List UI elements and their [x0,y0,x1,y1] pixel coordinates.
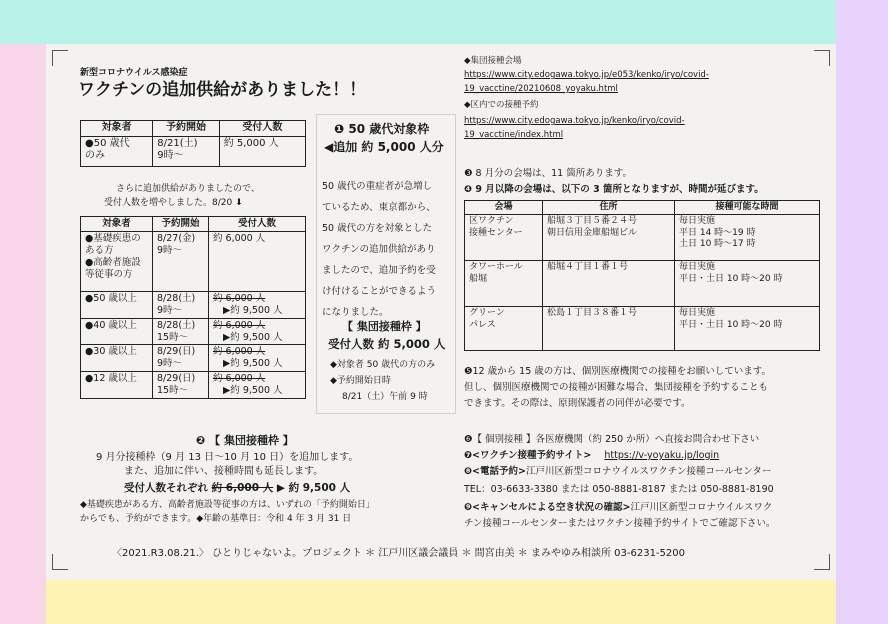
table-age-groups [80,216,306,399]
middle-heading: ❶ 50 歳代対象枠 [334,122,430,136]
body-line: ワクチンの追加供給があり [322,244,436,255]
count-new: ▶約 9,500 人 [223,304,283,316]
right-color-band [836,0,888,624]
table-header: 会場 [465,201,543,215]
cell-start: 8/28(土) 15時～ [153,318,209,345]
venue-table [464,200,820,351]
local-url[interactable]: https://www.city.edogawa.tokyo.jp/kenko/iryo/covid- [464,116,685,126]
cell-count [209,372,306,399]
section2-note: からでも、予約ができます。◆年齢の基準日：令和 4 年 3 月 31 日 [80,514,352,524]
section2-count [124,482,350,495]
cell-target: ●50 歳以上 [81,291,153,318]
cell-target: ●30 歳以上 [81,345,153,372]
item-6: ❻【 個別接種 】各医療機関（約 250 か所）へ直接お問合わせ下さい [464,434,760,445]
item-7-label: ❼<ワクチン接種予約サイト> [464,450,592,461]
table-header: 受付人数 [219,121,305,137]
venue-hours: 毎日実施 平日 14 時～19 時 土日 10 時～17 時 [675,215,820,261]
crop-mark [814,50,830,66]
table-row [465,307,820,351]
cell-start: 8/28(土) 9時～ [153,291,209,318]
item-9-label: ❾<キャンセルによる空き状況の確認> [464,502,631,513]
count-new: ▶約 9,500 人 [223,358,283,370]
cell-count [209,291,306,318]
venue-hours: 毎日実施 平日・土日 10 時～20 時 [675,307,820,351]
item-8 [464,466,771,477]
item-9-text-2: チン接種コールセンターまたはワクチン接種予約サイトでご確認下さい。 [464,518,776,529]
section2-line: また、追加に伴い、接種時間も延長します。 [124,466,324,477]
body-line: 50 歳代の方を対象とした [322,223,433,234]
cell-target: ●基礎疾患の ある方 ●高齢者施設 等従事の方 [81,231,153,291]
venue-label: ◆集団接種会場 [464,56,522,66]
group-box-line: ◆対象者 50 歳代の方のみ [330,360,436,370]
table-header: 対象者 [81,121,153,137]
venue-address: 船堀４丁目１番１号 [543,261,675,307]
section2-line: 9 月分接種枠（9 月 13 日～10 月 10 日）を追加します。 [96,452,359,463]
flyer-page [46,44,836,580]
left-color-band [0,44,46,624]
crop-mark [52,50,68,66]
item-3: ❸ 8 月分の会場は、11 箇所あります。 [464,168,632,179]
local-label: ◆区内での接種予約 [464,100,539,110]
count-old: 約 6,000 人 [213,319,266,331]
body-line: になりました。 [322,307,389,318]
venue-name: グリーン パレス [465,307,543,351]
table-row [81,136,306,166]
item-5: ❺12 歳から 15 歳の方は、個別医療機関での接種をお願いしています。 [464,366,771,377]
table-row [465,215,820,261]
table-header: 予約開始 [153,121,219,137]
body-line: ているため、東京都から、 [322,202,436,213]
venue-name: 区ワクチン 接種センター [465,215,543,261]
table-header: 対象者 [81,217,153,232]
table-50s [80,120,306,167]
table-header: 受付人数 [209,217,306,232]
item-9 [464,502,772,513]
venue-hours: 毎日実施 平日・土日 10 時～20 時 [675,261,820,307]
group-box-line: 8/21（土）午前 9 時 [342,392,428,402]
count-new: ▶ 約 9,500 人 [276,482,351,494]
group-box-title: 【 集団接種枠 】 [342,320,427,333]
count-old: 約 6,000 人 [213,292,266,304]
body-line: ましたので、追加予約を受 [322,265,436,276]
item-8-tel: TEL：03-6633-3380 または 050-8881-8187 または 050-8881-8190 [464,484,774,495]
footer-text: 〈2021.R3.08.21.〉 ひとりじゃないよ。プロジェクト ＊ 江戸川区議会議員 ＊ 間宮由美 ＊ まみやゆみ相談所 03-6231-5200 [112,548,685,559]
cell-start: 8/29(日) 9時～ [153,345,209,372]
item-4: ❹ 9 月以降の会場は、以下の 3 箇所となりますが、時間が延びます。 [464,184,764,195]
venue-name: タワーホール 船堀 [465,261,543,307]
cell-count: 約 5,000 人 [219,136,305,166]
table-row [81,372,306,399]
venue-url[interactable]: https://www.city.edogawa.tokyo.jp/e053/kenko/iryo/covid- [464,70,709,80]
table-row [81,231,306,291]
local-url[interactable]: 19_vacctine/index.html [464,130,564,140]
body-line: 50 歳代の重症者が急増し [322,181,433,192]
cell-start: 8/29(日) 15時～ [153,372,209,399]
crop-mark [814,554,830,570]
table-header: 住所 [543,201,675,215]
cell-count [209,231,306,291]
group-box-count: 受付人数 約 5,000 人 [328,337,446,351]
bottom-color-band [46,580,836,624]
cell-target: ●12 歳以上 [81,372,153,399]
count-old: 約 6,000 人 [213,373,266,385]
table-header: 接種可能な時間 [675,201,820,215]
middle-subheading: ◀追加 約 5,000 人分 [324,140,444,154]
count-new: ▶約 9,500 人 [223,331,283,343]
item-9-text: 江戸川区新型コロナウイルスワク [630,502,773,513]
cell-target: ●40 歳以上 [81,318,153,345]
item-7 [464,450,719,461]
item-5: 但し、個別医療機関での接種が困難な場合、集団接種を予約することも [464,382,769,393]
cell-count [209,318,306,345]
table-row [465,261,820,307]
table-row [81,291,306,318]
cell-start: 8/21(土) 9時～ [153,136,219,166]
cell-start: 8/27(金) 9時～ [153,231,209,291]
count-old: 約 6,000 人 [213,346,266,358]
item-5: できます。その際は、原則保護者の同伴が必要です。 [464,398,691,409]
group-box-line: ◆予約開始日時 [330,376,391,386]
cell-target: ●50 歳代 のみ [81,136,153,166]
section2-title: ❷ 【 集団接種枠 】 [196,434,294,447]
note-line: さらに追加供給がありましたので、 [116,184,260,194]
table-row [81,345,306,372]
header-kicker: 新型コロナウイルス感染症 [80,68,188,78]
body-line: け付けることができるよう [322,286,437,297]
count-old: 約 6,000 人 [211,482,274,494]
crop-mark [52,554,68,570]
note-line: 受付人数を増やしました。8/20 ⬇ [104,198,243,208]
table-header: 予約開始 [153,217,209,232]
count-label: 受付人数それぞれ [124,482,208,494]
venue-address: 船堀３丁目５番２４号 朝日信用金庫船堀ビル [543,215,675,261]
count-new: ▶約 9,500 人 [223,385,283,396]
table-row [81,318,306,345]
cell-count [209,345,306,372]
venue-url[interactable]: 19_vacctine/20210608_yoyaku.html [464,84,618,94]
booking-site-link[interactable]: https://v-yoyaku.jp/login [604,450,720,461]
venue-address: 松島１丁目３８番１号 [543,307,675,351]
item-8-label: ❽<電話予約> [464,466,526,477]
section2-note: ◆基礎疾患がある方、高齢者施設等従事の方は、いずれの「予約開始日」 [80,500,375,510]
item-8-text: 江戸川区新型コロナウイルスワクチン接種コールセンター [525,466,772,477]
middle-body [322,176,452,323]
top-color-band [0,0,888,44]
count-new: 約 6,000 人 [213,232,266,244]
page-title: ワクチンの追加供給がありました！！ [78,80,367,100]
